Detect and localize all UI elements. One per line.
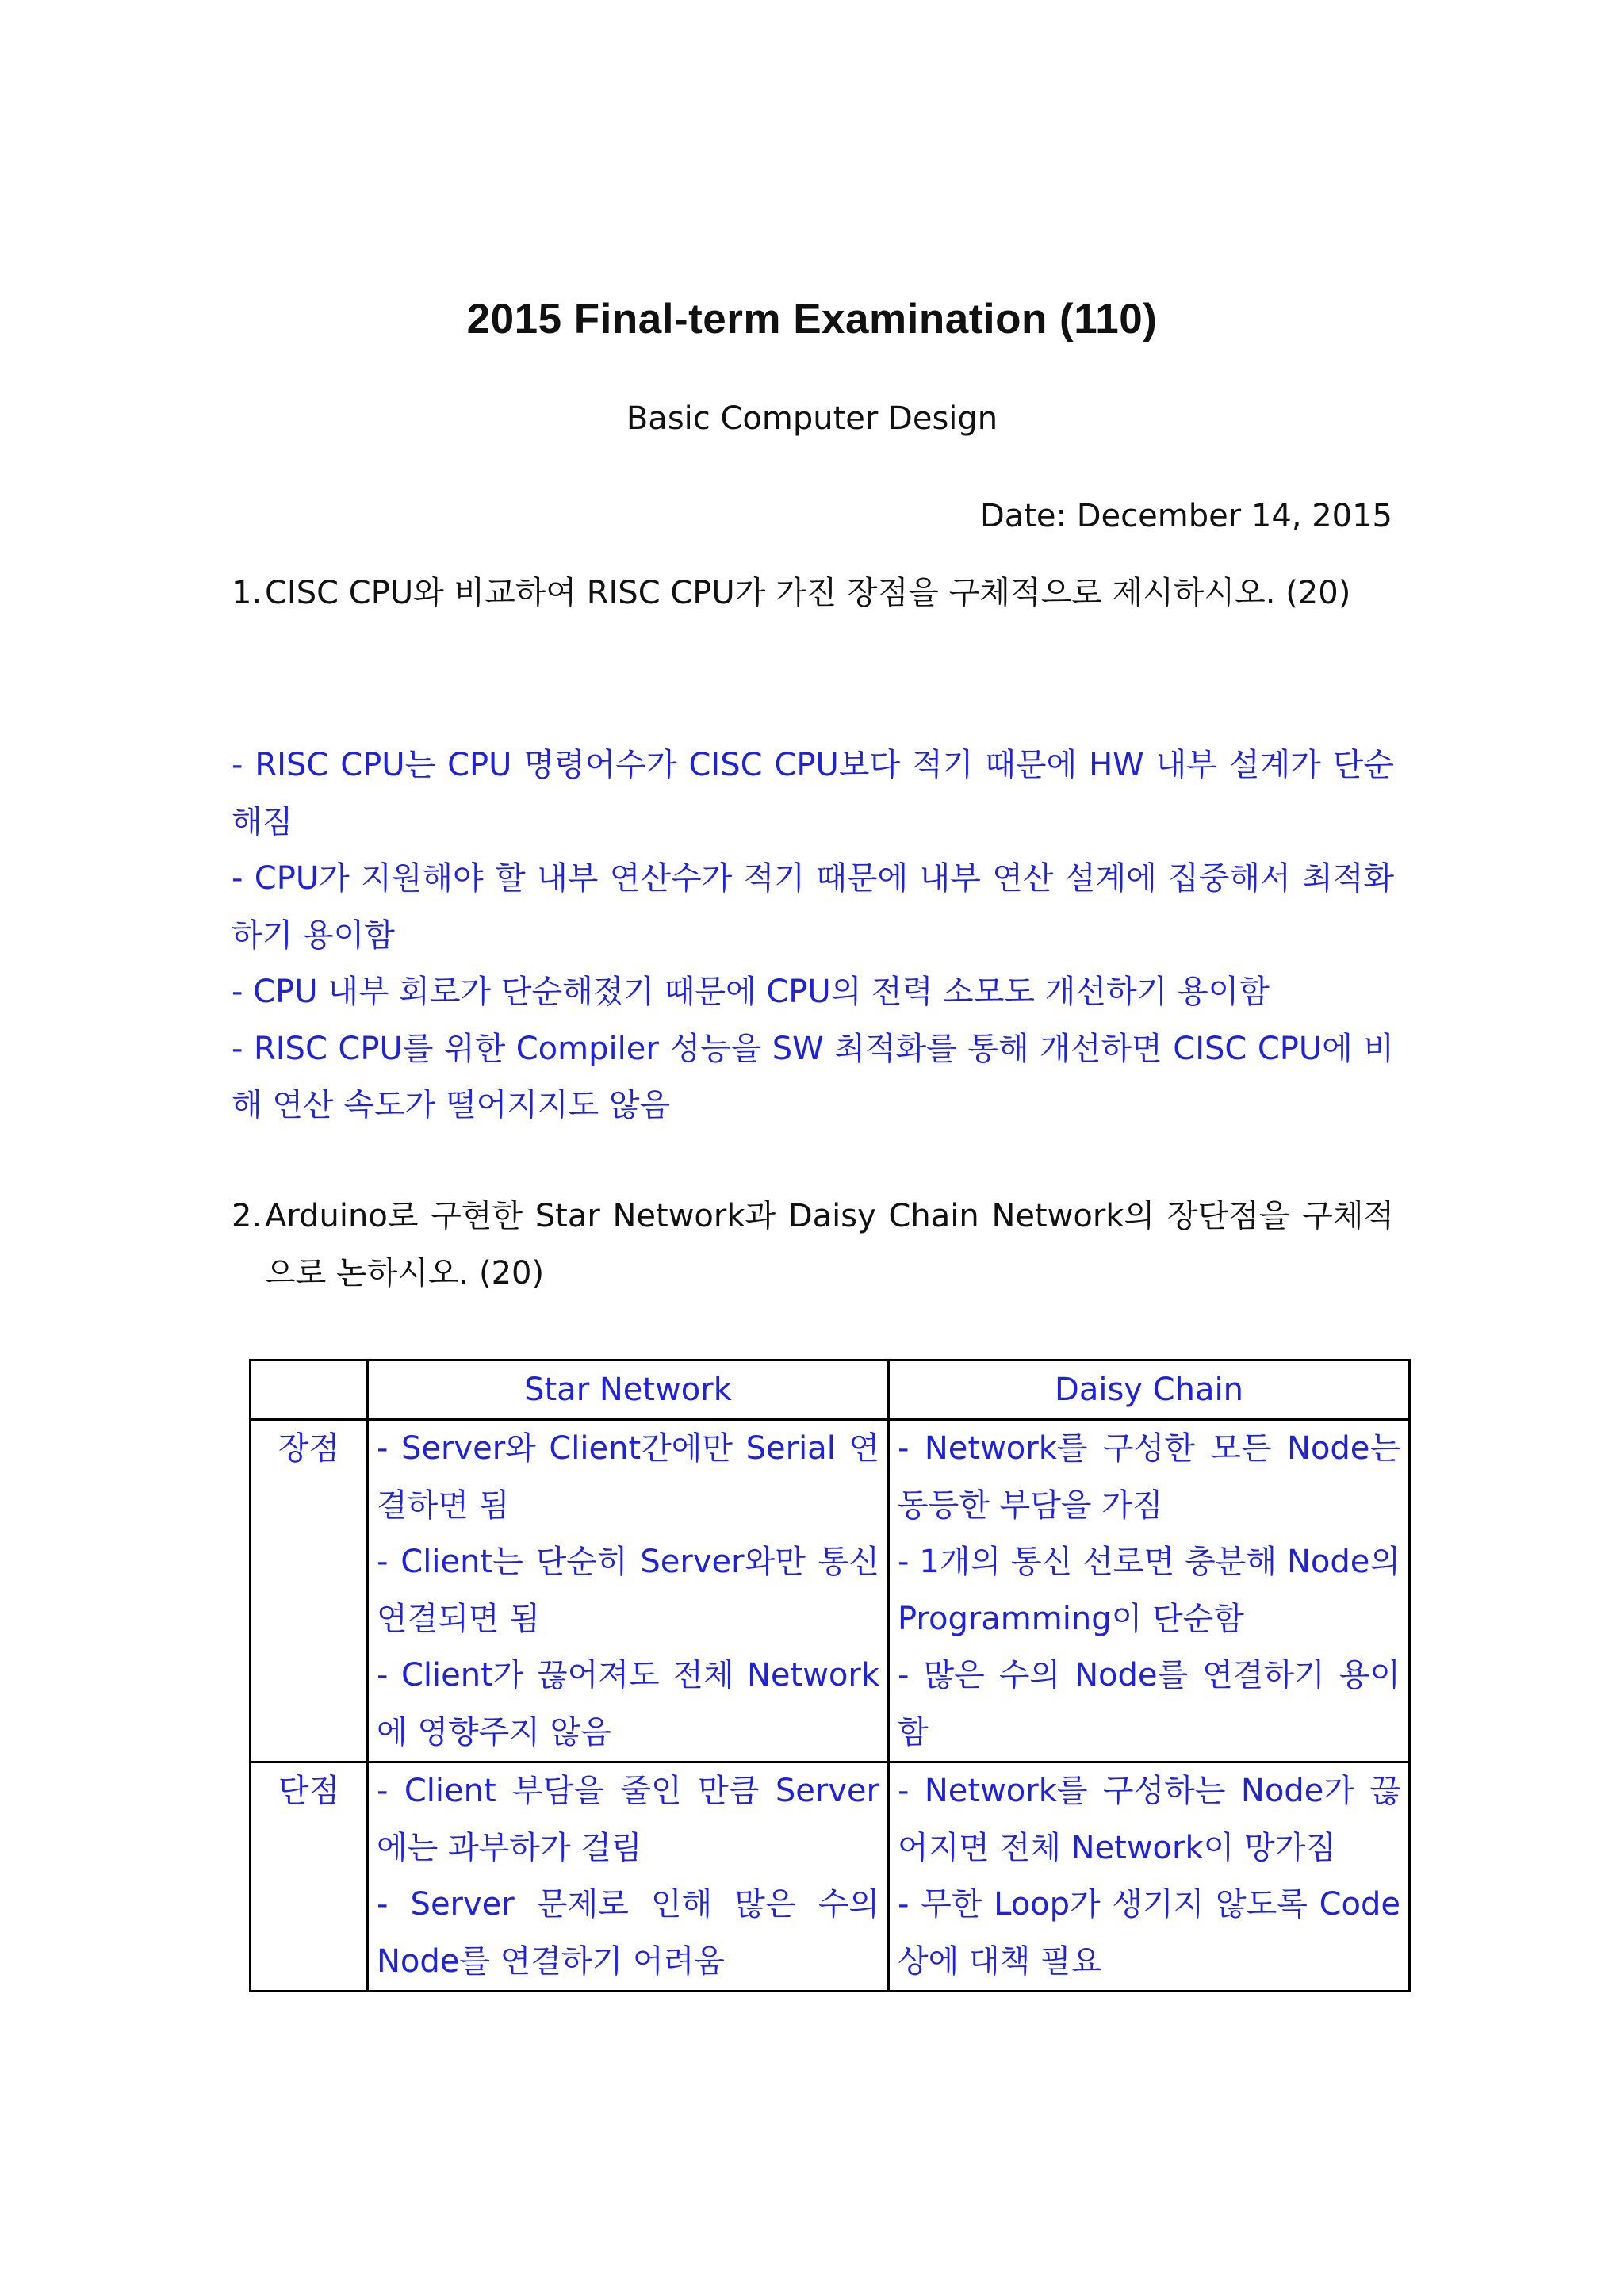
row-label-disadvantages: 단점: [251, 1762, 368, 1992]
comparison-table: [249, 1359, 1411, 1992]
question-2: [232, 1188, 1394, 1302]
cell-line: - Server와 Client간에만 Serial 연결하면 됨: [377, 1430, 879, 1524]
header-star-network: Star Network: [368, 1360, 889, 1420]
cell-star-disadvantages: [368, 1762, 889, 1992]
cell-star-advantages: [368, 1420, 889, 1762]
table-header-row: [251, 1360, 1410, 1420]
question-1-text: CISC CPU와 비교하여 RISC CPU가 가진 장점을 구체적으로 제시하시오. (20): [265, 575, 1351, 611]
cell-line: - Server 문제로 인해 많은 수의 Node를 연결하기 어려움: [377, 1886, 879, 1980]
question-2-number: 2.: [232, 1198, 262, 1234]
cell-line: - 1개의 통신 선로면 충분해 Node의 Programming이 단순함: [898, 1544, 1400, 1637]
question-1: [232, 564, 1394, 622]
cell-line: - 무한 Loop가 생기지 않도록 Code상에 대책 필요: [898, 1886, 1400, 1980]
course-name: Basic Computer Design: [626, 400, 998, 437]
answer-item: - RISC CPU는 CPU 명령어수가 CISC CPU보다 적기 때문에 HW 내부 설계가 단순해짐: [232, 747, 1394, 840]
table-row-advantages: [251, 1420, 1410, 1762]
cell-daisy-disadvantages: [889, 1762, 1410, 1992]
answer-item: - CPU가 지원해야 할 내부 연산수가 적기 때문에 내부 연산 설계에 집중해서 최적화하기 용이함: [232, 860, 1394, 954]
question-1-answers: [232, 737, 1394, 1135]
header-cell-empty: [251, 1360, 368, 1420]
row-label-advantages: 장점: [251, 1420, 368, 1762]
cell-line: - Client는 단순히 Server와만 통신 연결되면 됨: [377, 1544, 879, 1637]
cell-daisy-advantages: [889, 1420, 1410, 1762]
header-daisy-chain: Daisy Chain: [889, 1360, 1410, 1420]
cell-line: - Client 부담을 줄인 만큼 Server에는 과부하가 걸림: [377, 1773, 879, 1866]
question-1-number: 1.: [232, 575, 262, 611]
cell-line: - Network를 구성하는 Node가 끊어지면 전체 Network이 망가짐: [898, 1773, 1400, 1866]
cell-line: - 많은 수의 Node를 연결하기 용이함: [898, 1657, 1400, 1751]
answer-item: - RISC CPU를 위한 Compiler 성능을 SW 최적화를 통해 개선하면 CISC CPU에 비해 연산 속도가 떨어지지도 않음: [232, 1030, 1394, 1123]
exam-date: Date: December 14, 2015: [979, 498, 1392, 534]
cell-line: - Network를 구성한 모든 Node는 동등한 부담을 가짐: [898, 1430, 1400, 1524]
question-2-text: Arduino로 구현한 Star Network과 Daisy Chain Network의 장단점을 구체적으로 논하시오. (20): [265, 1198, 1394, 1292]
answer-item: - CPU 내부 회로가 단순해졌기 때문에 CPU의 전력 소모도 개선하기 용이함: [232, 974, 1270, 1010]
exam-title: 2015 Final-term Examination (110): [466, 296, 1158, 342]
table-row-disadvantages: [251, 1762, 1410, 1992]
cell-line: - Client가 끊어져도 전체 Network에 영향주지 않음: [377, 1657, 879, 1751]
